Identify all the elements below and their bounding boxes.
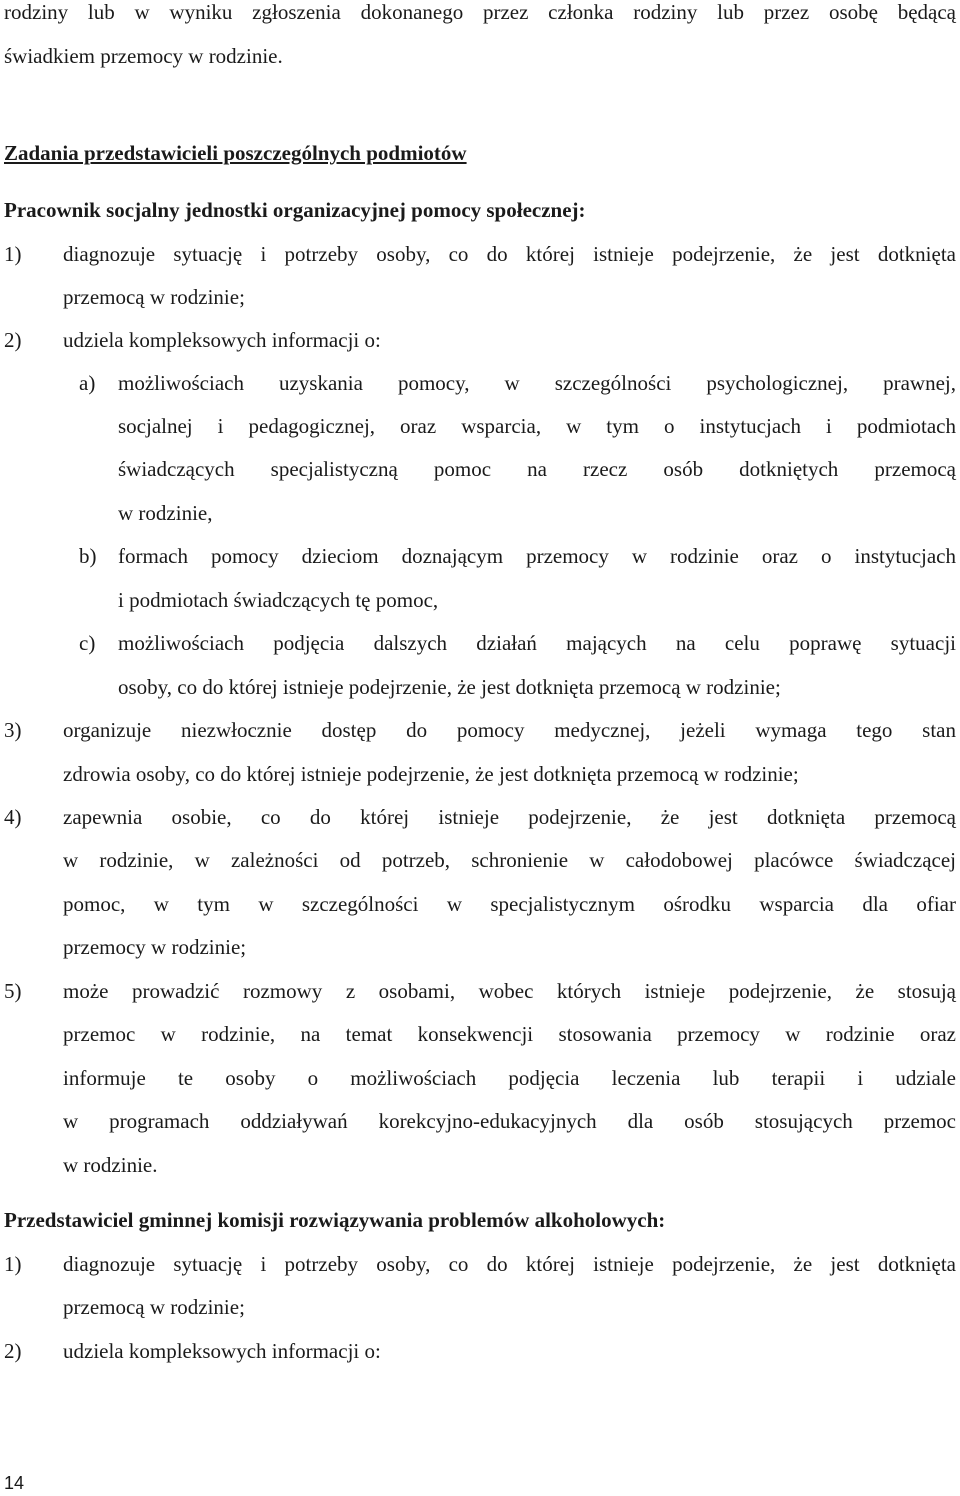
list-item-number: 1) xyxy=(4,242,22,266)
section-title: Zadania przedstawicieli poszczególnych podmiotów xyxy=(4,141,467,165)
sub-item-line: socjalnej i pedagogicznej, oraz wsparcia, w tym o instytucjach i podmiotach xyxy=(118,414,956,438)
list-item-line: zapewnia osobie, co do której istnieje podejrzenie, że jest dotknięta przemocą xyxy=(63,805,956,829)
intro-line: świadkiem przemocy w rodzinie. xyxy=(4,44,283,68)
list-item-number: 1) xyxy=(4,1252,22,1276)
list-item-number: 5) xyxy=(4,979,22,1003)
sub-item-letter: a) xyxy=(79,371,96,395)
list-item-line: przemocą w rodzinie; xyxy=(63,285,245,309)
list-item-line: pomoc, w tym w szczególności w specjalistycznym ośrodku wsparcia dla ofiar xyxy=(63,892,956,916)
list-item-line: przemoc w rodzinie, na temat konsekwencji stosowania przemocy w rodzinie oraz xyxy=(63,1022,956,1046)
list-item-line: informuje te osoby o możliwościach podjęcia leczenia lub terapii i udziale xyxy=(63,1066,956,1090)
list-item-line: przemocą w rodzinie; xyxy=(63,1295,245,1319)
page-number: 14 xyxy=(4,1473,25,1493)
intro-line: rodziny lub w wyniku zgłoszenia dokonanego przez członka rodziny lub przez osobę będącą xyxy=(4,0,956,24)
sub-item-line: formach pomocy dzieciom doznającym przemocy w rodzinie oraz o instytucjach xyxy=(118,544,956,568)
sub-item-line: możliwościach uzyskania pomocy, w szczególności psychologicznej, prawnej, xyxy=(118,371,956,395)
list-item-number: 4) xyxy=(4,805,22,829)
sub-item-line: osoby, co do której istnieje podejrzenie, że jest dotknięta przemocą w rodzinie; xyxy=(118,675,781,699)
list-item-line: w programach oddziaływań korekcyjno-edukacyjnych dla osób stosujących przemoc xyxy=(63,1109,956,1133)
list-item-line: w rodzinie, w zależności od potrzeb, schronienie w całodobowej placówce świadczącej xyxy=(63,848,956,872)
sub-item-letter: c) xyxy=(79,631,96,655)
sub-item-line: w rodzinie, xyxy=(118,501,213,525)
sub-item-line: możliwościach podjęcia dalszych działań mających na celu poprawę sytuacji xyxy=(118,631,956,655)
list-item-number: 2) xyxy=(4,1339,22,1363)
list-item-line: diagnozuje sytuację i potrzeby osoby, co do której istnieje podejrzenie, że jest dotknięta xyxy=(63,242,956,266)
list-item-line: organizuje niezwłocznie dostęp do pomocy medycznej, jeżeli wymaga tego stan xyxy=(63,718,956,742)
sub-item-line: i podmiotach świadczących tę pomoc, xyxy=(118,588,439,612)
list-item-line: może prowadzić rozmowy z osobami, wobec których istnieje podejrzenie, że stosują xyxy=(63,979,956,1003)
list-item-number: 2) xyxy=(4,328,22,352)
list-item-number: 3) xyxy=(4,718,22,742)
list-item-line: udziela kompleksowych informacji o: xyxy=(63,1339,381,1363)
sub-item-letter: b) xyxy=(79,544,97,568)
list-item-line: w rodzinie. xyxy=(63,1153,158,1177)
list-item-line: zdrowia osoby, co do której istnieje podejrzenie, że jest dotknięta przemocą w rodzinie; xyxy=(63,762,799,786)
list-item-line: przemocy w rodzinie; xyxy=(63,935,247,959)
subsection-heading: Pracownik socjalny jednostki organizacyjnej pomocy społecznej: xyxy=(4,198,586,222)
list-item-line: diagnozuje sytuację i potrzeby osoby, co do której istnieje podejrzenie, że jest dotknięta xyxy=(63,1252,956,1276)
subsection-heading: Przedstawiciel gminnej komisji rozwiązywania problemów alkoholowych: xyxy=(4,1208,666,1232)
list-item-line: udziela kompleksowych informacji o: xyxy=(63,328,381,352)
sub-item-line: świadczących specjalistyczną pomoc na rzecz osób dotkniętych przemocą xyxy=(118,457,956,481)
